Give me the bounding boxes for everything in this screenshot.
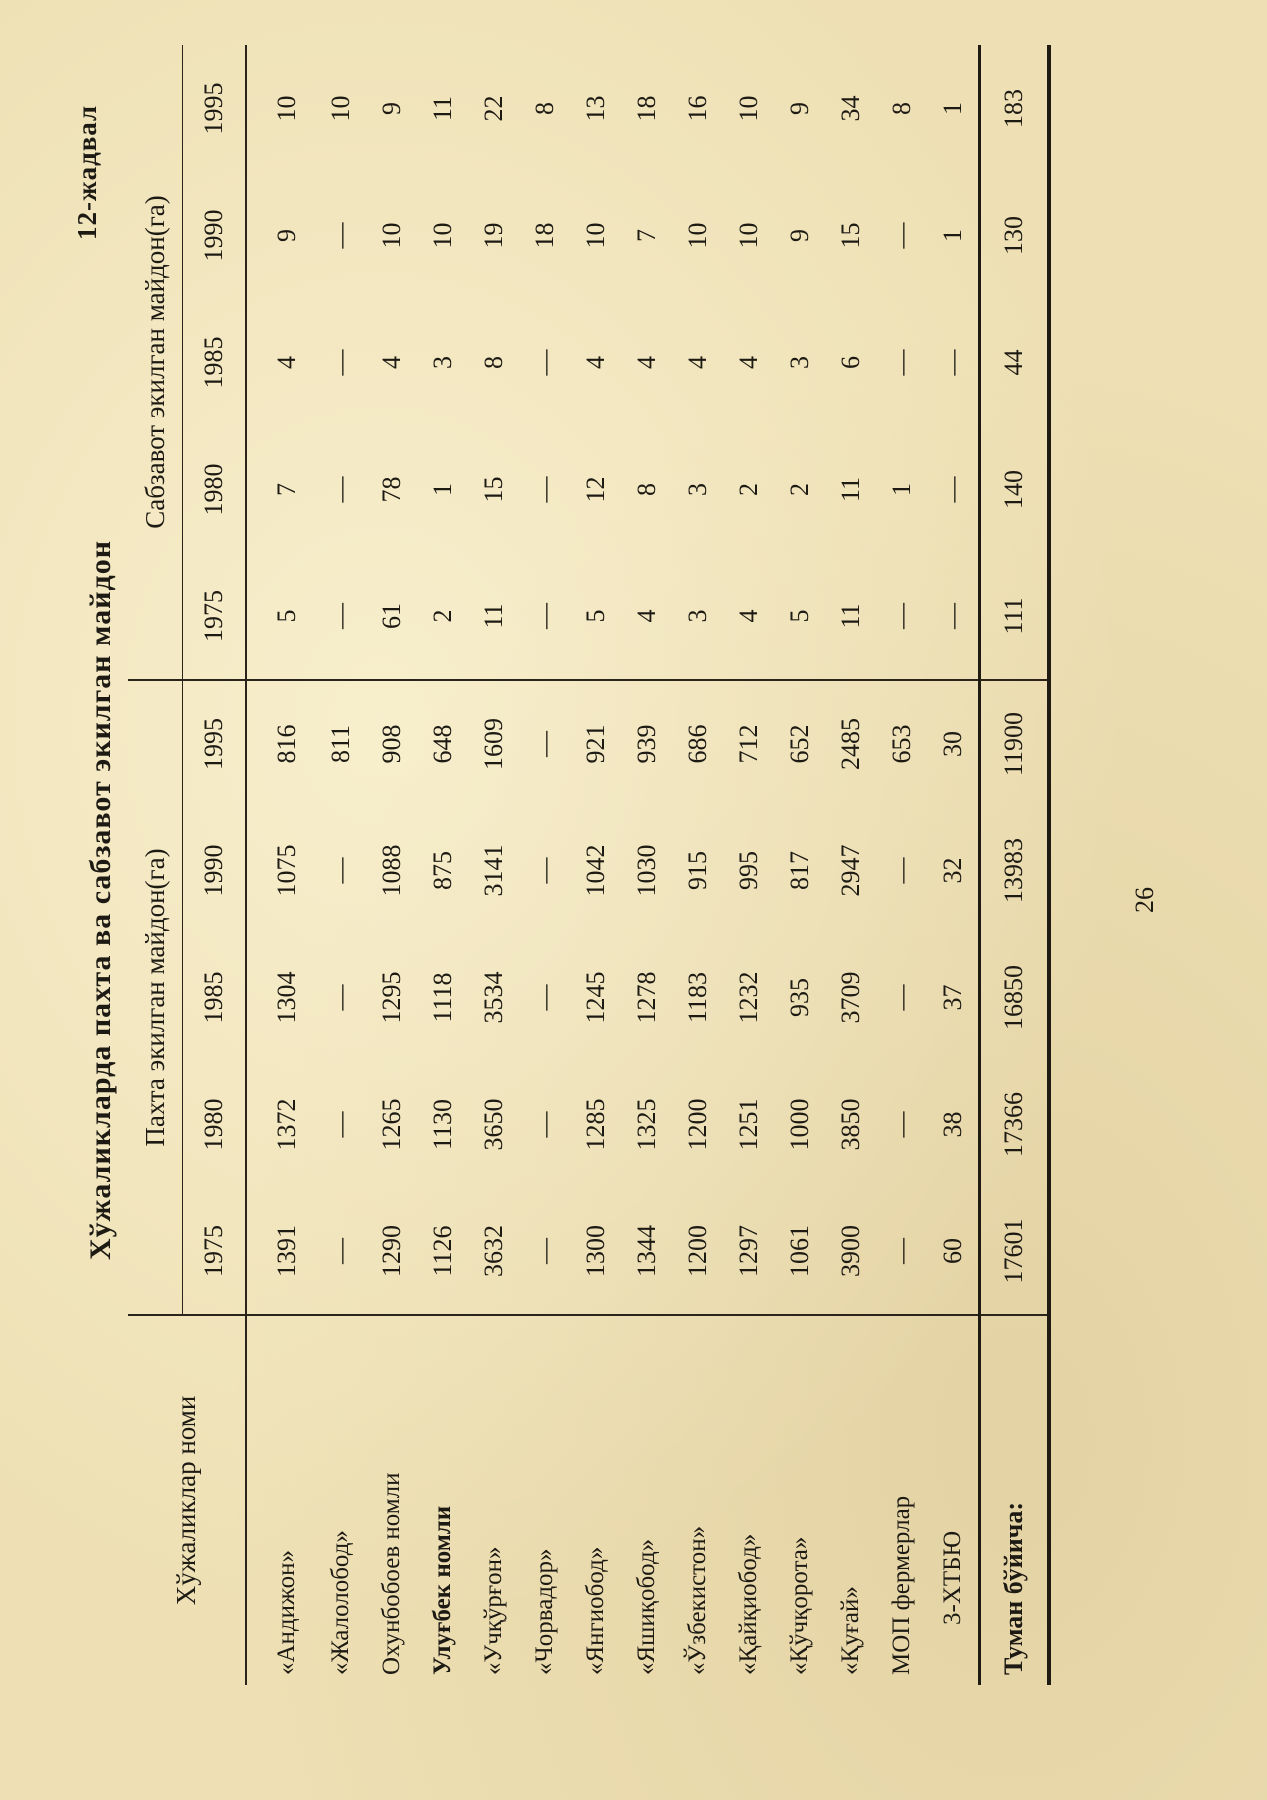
vegetable-year-header: 1990	[183, 172, 247, 299]
cotton-area-cell: 1061	[774, 1188, 825, 1315]
vegetable-area-cell: 4	[621, 553, 672, 680]
farm-name-cell: 3-ХТБЮ	[938, 1530, 966, 1625]
vegetable-area-cell: 4	[631, 356, 661, 369]
vegetable-area-cell: 10	[272, 95, 301, 122]
cotton-total-cell: 16850	[980, 934, 1050, 1061]
vegetable-year-header: 1980	[183, 426, 247, 553]
cotton-area-cell: —	[886, 1111, 916, 1138]
cotton-area-cell: 1325	[631, 1098, 661, 1151]
table-row	[315, 45, 366, 1685]
vegetable-area-header: Сабзавот экилган майдон(га)	[128, 45, 183, 680]
vegetable-area-cell: —	[519, 553, 570, 680]
vegetable-total-cell: 44	[980, 299, 1050, 426]
farm-name-cell: Улуғбек номли	[428, 1505, 456, 1675]
farm-name-header: Хўжаликлар номи	[128, 1315, 246, 1685]
cotton-area-cell: —	[886, 984, 916, 1011]
vegetable-area-cell: 8	[631, 483, 661, 496]
cotton-year-header: 1995	[183, 680, 247, 807]
farm-name-cell: «Жалолобод»	[326, 1530, 354, 1675]
cotton-area-cell: 3141	[478, 844, 508, 897]
cotton-area-cell: 1285	[580, 1098, 610, 1151]
cotton-area-cell: 935	[784, 978, 814, 1017]
cotton-year-header: 1990	[183, 807, 247, 934]
vegetable-area-cell: 1	[886, 483, 916, 496]
cotton-area-cell: 1304	[272, 971, 301, 1024]
vegetable-area-cell: 11	[468, 553, 519, 680]
vegetable-area-cell: —	[937, 476, 967, 503]
vegetable-area-cell: —	[876, 553, 927, 680]
farm-name-cell: «Чорвадор»	[530, 1548, 558, 1675]
table-body	[246, 45, 980, 1685]
cotton-area-cell: —	[325, 984, 355, 1011]
vegetable-area-cell: 16	[682, 95, 712, 122]
table-row	[519, 45, 570, 1685]
cotton-total-cell: 11900	[980, 680, 1050, 807]
vegetable-area-cell: 61	[366, 553, 417, 680]
vegetable-area-cell: 4	[580, 356, 610, 369]
table-row	[246, 45, 315, 1685]
vegetable-total-cell: 140	[980, 426, 1050, 553]
cotton-area-cell: 1300	[570, 1188, 621, 1315]
cotton-area-cell: 1075	[272, 844, 301, 897]
vegetable-total-cell: 130	[980, 172, 1050, 299]
cotton-total-cell: 17601	[980, 1188, 1050, 1315]
vegetable-area-cell: 10	[733, 95, 763, 122]
cotton-area-cell: 915	[682, 851, 712, 890]
vegetable-area-cell: 4	[682, 356, 712, 369]
farm-name-cell: «Қўчқорота»	[785, 1536, 813, 1675]
table-row	[417, 45, 468, 1685]
table-row	[570, 45, 621, 1685]
vegetable-area-cell: —	[315, 553, 366, 680]
vegetable-area-cell: 78	[376, 476, 406, 503]
cotton-area-cell: 1000	[784, 1098, 814, 1151]
farm-name-cell: «Қайқиобод»	[734, 1533, 762, 1675]
vegetable-area-cell: 2	[417, 553, 468, 680]
vegetable-area-cell: 10	[376, 222, 406, 249]
vegetable-area-cell: 3	[682, 483, 712, 496]
cotton-year-header: 1985	[183, 934, 247, 1061]
vegetable-area-cell: 12	[580, 476, 610, 503]
vegetable-area-cell: —	[325, 476, 355, 503]
vegetable-area-cell: 6	[835, 356, 865, 369]
vegetable-area-cell: 13	[580, 95, 610, 122]
cotton-area-header: Пахта экилган майдон(га)	[128, 680, 183, 1315]
cotton-area-cell: 3850	[835, 1098, 865, 1151]
farm-name-cell: Охунбобоев номли	[377, 1472, 405, 1675]
vegetable-area-cell: —	[937, 349, 967, 376]
vegetable-area-cell: 2	[784, 483, 814, 496]
cotton-area-cell: 1130	[427, 1098, 457, 1151]
cotton-area-cell: 1232	[733, 971, 763, 1024]
vegetable-area-cell: 4	[733, 356, 763, 369]
header-group-row	[128, 45, 183, 1685]
cotton-area-cell: 686	[682, 724, 712, 764]
vegetable-area-cell: 11	[825, 553, 876, 680]
cotton-area-cell: 1200	[672, 1188, 723, 1315]
vegetable-area-cell: —	[886, 222, 916, 249]
vegetable-area-cell: 5	[570, 553, 621, 680]
vegetable-area-cell: 5	[246, 553, 315, 680]
table-row	[774, 45, 825, 1685]
cotton-area-cell: 1088	[376, 844, 406, 897]
vegetable-area-cell: 18	[529, 222, 559, 249]
vegetable-area-cell: 10	[325, 95, 355, 122]
vegetable-area-cell: 1	[937, 229, 967, 242]
table-row	[468, 45, 519, 1685]
vegetable-year-header: 1995	[183, 45, 247, 172]
vegetable-year-header: 1985	[183, 299, 247, 426]
cotton-area-cell: 1290	[366, 1188, 417, 1315]
cotton-area-cell: —	[876, 1188, 927, 1315]
cotton-area-cell: —	[519, 1188, 570, 1315]
vegetable-area-cell: 10	[682, 222, 712, 249]
cotton-area-cell: 817	[784, 851, 814, 890]
vegetable-area-cell: —	[529, 349, 559, 376]
cotton-area-cell: 816	[272, 724, 301, 764]
cotton-area-cell: 1245	[580, 971, 610, 1024]
cotton-area-cell: 3709	[835, 971, 865, 1024]
vegetable-area-cell: 15	[835, 222, 865, 249]
cotton-area-cell: 1609	[478, 718, 508, 770]
cotton-area-cell: —	[315, 1188, 366, 1315]
table-row	[825, 45, 876, 1685]
cotton-area-cell: 30	[937, 731, 967, 757]
vegetable-area-cell: 1	[937, 102, 967, 115]
cotton-area-cell: 1118	[427, 972, 457, 1023]
cotton-area-cell: 921	[580, 724, 610, 764]
cotton-area-cell: 1126	[417, 1188, 468, 1315]
vegetable-area-cell: 19	[478, 222, 508, 249]
cotton-area-cell: —	[529, 1111, 559, 1138]
table-title: Хўжаликларда пахта ва сабзавот экилган майдон	[84, 539, 117, 1261]
cotton-area-cell: —	[529, 857, 559, 884]
farm-name-cell: «Яшиқобод»	[632, 1538, 660, 1675]
data-table	[128, 45, 1051, 1685]
vegetable-year-header: 1975	[183, 553, 247, 680]
vegetable-area-cell: 3	[784, 356, 814, 369]
cotton-area-cell: 2947	[835, 844, 865, 897]
vegetable-area-cell: 9	[376, 102, 406, 115]
vegetable-area-cell: 8	[529, 102, 559, 115]
vegetable-area-cell: 5	[774, 553, 825, 680]
cotton-area-cell: 995	[733, 851, 763, 890]
vegetable-area-cell: 9	[784, 102, 814, 115]
cotton-area-cell: 3650	[478, 1098, 508, 1151]
vegetable-area-cell: 11	[427, 95, 457, 122]
vegetable-area-cell: 34	[835, 95, 865, 122]
cotton-area-cell: 1297	[723, 1188, 774, 1315]
table-row	[927, 45, 980, 1685]
vegetable-area-cell: —	[886, 349, 916, 376]
vegetable-area-cell: 3	[672, 553, 723, 680]
cotton-area-cell: 1200	[682, 1098, 712, 1151]
cotton-area-cell: 811	[325, 724, 355, 764]
vegetable-area-cell: 7	[631, 229, 661, 242]
cotton-area-cell: 1265	[376, 1098, 406, 1151]
farm-name-cell: «Қуғай»	[836, 1586, 864, 1675]
vegetable-area-cell: —	[325, 349, 355, 376]
vegetable-area-cell: 8	[478, 356, 508, 369]
cotton-area-cell: 875	[427, 851, 457, 890]
cotton-area-cell: 37	[937, 984, 967, 1011]
table-row	[621, 45, 672, 1685]
cotton-area-cell: —	[325, 1111, 355, 1138]
vegetable-total-cell: 183	[980, 45, 1050, 172]
vegetable-area-cell: 7	[272, 483, 301, 496]
cotton-area-cell: 653	[886, 724, 916, 764]
vegetable-area-cell: 11	[835, 476, 865, 503]
farm-name-cell: МОП фермерлар	[887, 1495, 915, 1675]
cotton-area-cell: 1344	[621, 1188, 672, 1315]
farm-name-cell: «Учқўрғон»	[479, 1546, 507, 1675]
cotton-area-cell: 1295	[376, 971, 406, 1024]
cotton-year-header: 1980	[183, 1061, 247, 1188]
vegetable-area-cell: —	[325, 222, 355, 249]
vegetable-area-cell: —	[529, 476, 559, 503]
vegetable-total-cell: 111	[980, 553, 1050, 680]
vegetable-area-cell: 10	[427, 222, 457, 249]
cotton-area-cell: 1278	[631, 971, 661, 1024]
cotton-area-cell: 1391	[246, 1188, 315, 1315]
table-row	[876, 45, 927, 1685]
cotton-area-cell: 32	[937, 857, 967, 884]
vegetable-area-cell: 1	[427, 483, 457, 496]
cotton-area-cell: 3632	[468, 1188, 519, 1315]
vegetable-area-cell: 4	[723, 553, 774, 680]
farm-name-cell: «Ўзбекистон»	[683, 1525, 711, 1675]
table-row	[723, 45, 774, 1685]
vegetable-area-cell: —	[927, 553, 980, 680]
vegetable-area-cell: 8	[886, 102, 916, 115]
cotton-area-cell: 908	[376, 724, 406, 764]
vegetable-area-cell: 10	[733, 222, 763, 249]
cotton-area-cell: 648	[427, 724, 457, 764]
page-number: 26	[1130, 887, 1159, 913]
vegetable-area-cell: 2	[733, 483, 763, 496]
vegetable-area-cell: 18	[631, 95, 661, 122]
table-row	[672, 45, 723, 1685]
total-row	[980, 45, 1050, 1685]
cotton-area-cell: —	[529, 731, 559, 757]
vegetable-area-cell: 22	[478, 95, 508, 122]
cotton-year-header: 1975	[183, 1188, 247, 1315]
cotton-total-cell: 13983	[980, 807, 1050, 934]
cotton-area-cell: —	[529, 984, 559, 1011]
cotton-area-cell: 60	[927, 1188, 980, 1315]
cotton-area-cell: 1251	[733, 1098, 763, 1151]
vegetable-area-cell: 10	[580, 222, 610, 249]
cotton-area-cell: 652	[784, 724, 814, 764]
cotton-area-cell: 1372	[272, 1098, 301, 1151]
cotton-area-cell: —	[886, 857, 916, 884]
cotton-area-cell: —	[325, 857, 355, 884]
cotton-area-cell: 939	[631, 724, 661, 764]
table-number: 12-жадвал	[72, 104, 102, 240]
cotton-area-cell: 2485	[835, 718, 865, 770]
cotton-area-cell: 38	[937, 1111, 967, 1138]
total-label: Туман бўйича:	[980, 1315, 1050, 1685]
farm-name-cell: «Янгиобод»	[581, 1546, 609, 1675]
cotton-area-cell: 712	[733, 724, 763, 764]
vegetable-area-cell: 9	[272, 229, 301, 242]
cotton-total-cell: 17366	[980, 1061, 1050, 1188]
cotton-area-cell: 1030	[631, 844, 661, 897]
table-row	[366, 45, 417, 1685]
cotton-area-cell: 1183	[682, 971, 712, 1024]
vegetable-area-cell: 15	[478, 476, 508, 503]
vegetable-area-cell: 3	[427, 356, 457, 369]
vegetable-area-cell: 4	[376, 356, 406, 369]
cotton-area-cell: 3534	[478, 971, 508, 1024]
vegetable-area-cell: 4	[272, 356, 301, 369]
cotton-area-cell: 1042	[580, 844, 610, 897]
farm-name-cell: «Андижон»	[273, 1549, 300, 1675]
vegetable-area-cell: 9	[784, 229, 814, 242]
cotton-area-cell: 3900	[825, 1188, 876, 1315]
